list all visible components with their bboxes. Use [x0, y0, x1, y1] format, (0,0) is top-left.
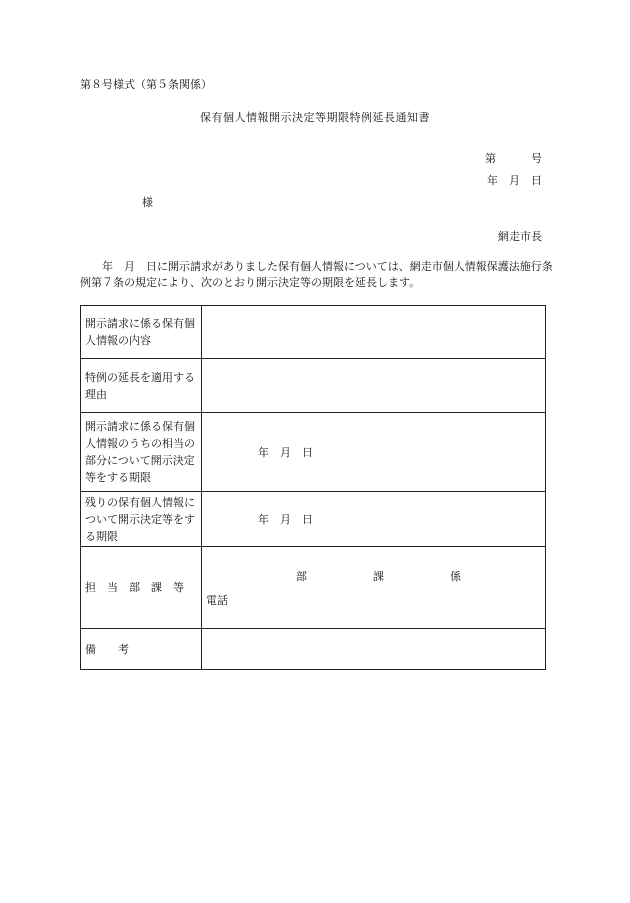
remaining-deadline-field[interactable]: [202, 492, 546, 547]
row-label-remarks: 備 考: [81, 629, 202, 670]
table-row: [81, 629, 546, 670]
document-number: [485, 152, 542, 166]
row-label-partial-deadline: 開示請求に係る保有個人情報のうちの相当の部分について開示決定等をする期限: [81, 413, 202, 492]
department-line: [206, 568, 541, 584]
table-row: [81, 413, 546, 492]
content-field[interactable]: [202, 306, 546, 359]
reason-field[interactable]: [202, 359, 546, 413]
form-number-label: 第８号様式（第５条関係）: [80, 78, 212, 91]
table-row: [81, 359, 546, 413]
document-title: 保有個人情報開示決定等期限特例延長通知書: [200, 111, 430, 124]
number-prefix: 第: [485, 152, 496, 165]
table-row: [81, 306, 546, 359]
section-label: 課: [373, 569, 384, 583]
recipient-honorific: 様: [142, 196, 153, 209]
phone-label: 電話: [206, 593, 228, 607]
partial-deadline-field[interactable]: [202, 413, 546, 492]
table-row: [81, 492, 546, 547]
details-table: [80, 305, 546, 670]
remarks-field[interactable]: [202, 629, 546, 670]
row-label-content: 開示請求に係る保有個人情報の内容: [81, 306, 202, 359]
dept-label: 部: [296, 569, 307, 583]
row-label-reason: 特例の延長を適用する理由: [81, 359, 202, 413]
partial-deadline-date: 年 月 日: [258, 446, 313, 459]
unit-label: 係: [450, 569, 461, 583]
issuer-name: 網走市長: [498, 230, 542, 243]
remaining-deadline-date: 年 月 日: [258, 513, 313, 526]
row-label-remaining-deadline: 残りの保有個人情報について開示決定等をする期限: [81, 492, 202, 547]
department-field[interactable]: [202, 547, 546, 629]
notice-body: 年 月 日に開示請求がありました保有個人情報については、網走市個人情報保護法施行条例第７条の規定により、次のとおり開示決定等の期限を延長します。: [80, 260, 553, 289]
number-suffix: 号: [531, 152, 542, 165]
table-row: [81, 547, 546, 629]
issue-date: 年 月 日: [487, 174, 542, 187]
row-label-department: 担 当 部 課 等: [81, 547, 202, 629]
